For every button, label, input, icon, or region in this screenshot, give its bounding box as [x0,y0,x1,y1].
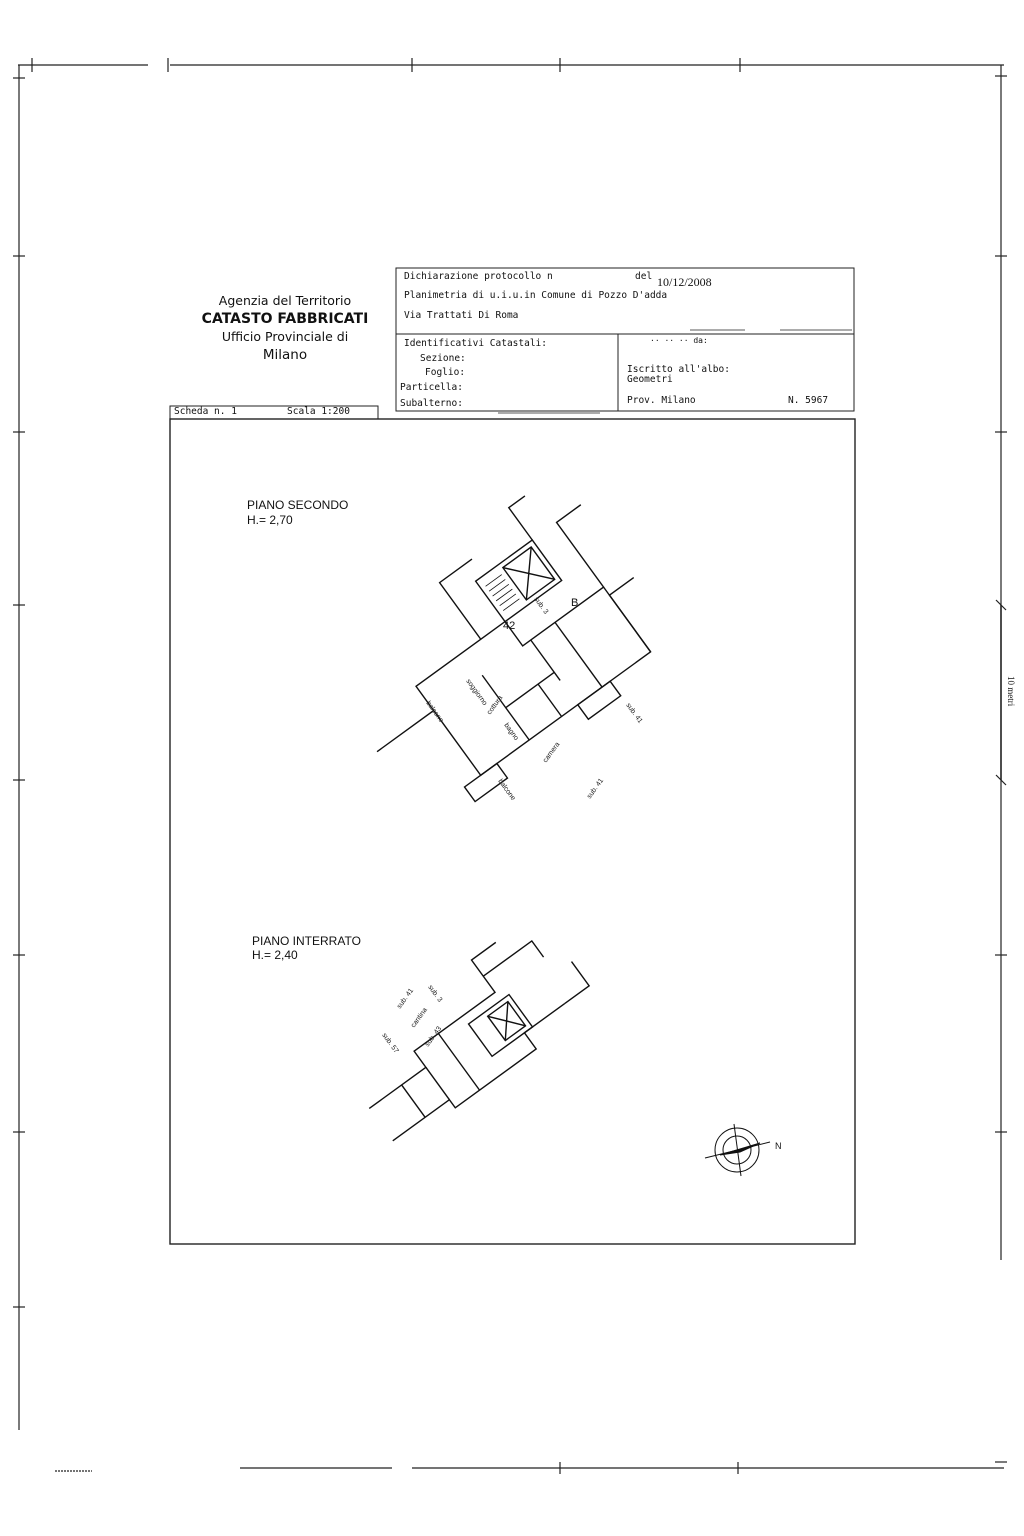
room-balcone-2: balcone [496,778,517,802]
floor-plan-secondo [307,472,686,831]
subalterno-label: Subalterno: [400,398,463,409]
floor-name-interrato: PIANO INTERRATO [252,934,361,948]
foglio-label: Foglio: [425,367,466,378]
room-cantina: cantina [410,1006,429,1030]
scale-label: Scala 1:200 [287,406,350,417]
sezione-label: Sezione: [420,353,466,364]
neighbour-sub-41-c: sub. 41 [396,987,416,1011]
protocol-label: Dichiarazione protocollo n [404,271,553,282]
scheda-label: Scheda n. 1 [174,406,237,417]
agency-name: Agenzia del Territorio [218,293,352,308]
room-cottura: cottura [486,694,505,717]
declaration-date: 10/12/2008 [657,275,712,289]
neighbour-sub-3: sub. 3 [532,596,550,616]
neighbour-sub-43: sub. 43 [424,1025,444,1049]
planimetria-line: Planimetria di u.i.u.in Comune di Pozzo D'adda [404,290,668,301]
register-number: N. 5967 [788,395,829,406]
unit-number: 42 [503,620,516,632]
compiler-partial: ·· ·· ·· da: [650,336,708,345]
unit-letter: B [571,597,579,609]
del-label: del [635,271,653,282]
agency-block [180,293,390,365]
iscritto-label: Iscritto all'albo: [627,364,730,375]
neighbour-sub-57: sub. 57 [380,1032,400,1055]
particella-label: Particella: [400,382,463,393]
floor-name-secondo: PIANO SECONDO [247,498,349,512]
neighbour-sub-41-a: sub. 41 [624,702,644,725]
floor-height-secondo: H.= 2,70 [247,513,293,527]
floor-height-interrato: H.= 2,40 [252,948,298,962]
scale-bar-label: 10 metri [1006,676,1016,707]
compass-icon [705,1124,770,1176]
room-camera: camera [542,741,562,765]
room-balcone-1: balcone [424,700,445,724]
geometri-label: Geometri [627,374,673,385]
identificativi-label: Identificativi Catastali: [404,338,547,349]
room-soggiorno: soggiorno [464,678,489,707]
compass-north-label: N [775,1141,782,1151]
province-label: Prov. Milano [627,395,696,406]
catasto-title: CATASTO FABBRICATI [201,311,369,327]
neighbour-sub-3-b: sub. 3 [426,984,444,1004]
office-city: Milano [262,347,308,363]
neighbour-sub-41-b: sub. 41 [586,777,606,801]
address-line: Via Trattati Di Roma [404,310,519,321]
office-label: Ufficio Provinciale di [221,329,349,344]
room-bagno: bagno [502,722,520,742]
floor-plan-interrato [334,913,601,1149]
